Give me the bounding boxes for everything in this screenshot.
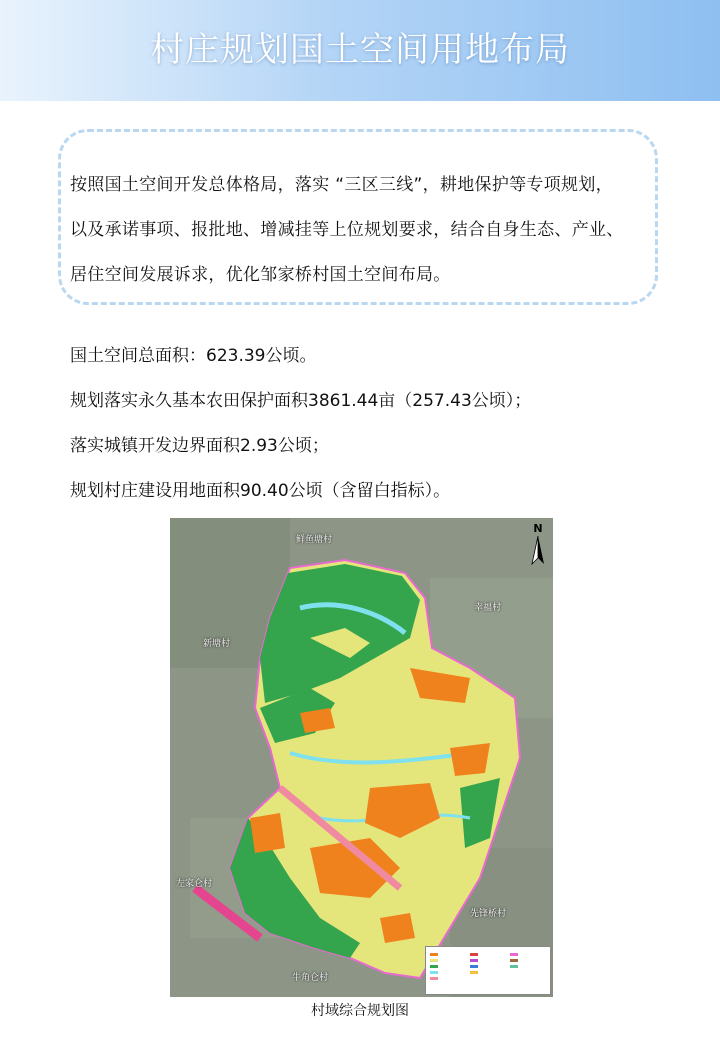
village-label-west: 新塘村 <box>203 639 231 649</box>
legend-swatches <box>426 947 550 994</box>
village-label-northeast: 幸福村 <box>474 603 502 613</box>
village-label-south: 牛角仑村 <box>292 973 329 983</box>
stats-list <box>70 334 700 514</box>
village-label-southwest: 左家仑村 <box>176 879 213 889</box>
page-title: 村庄规划国土空间用地布局 <box>150 30 570 70</box>
village-plan-map <box>170 518 553 997</box>
village-label-southeast: 先锋桥村 <box>470 909 507 919</box>
north-label: N <box>533 522 543 535</box>
map-graphic <box>170 518 553 997</box>
map-legend <box>425 946 551 995</box>
intro-line: 居住空间发展诉求，优化邹家桥村国土空间布局。 <box>70 265 451 285</box>
stat-farmland-area: 规划落实永久基本农田保护面积3861.44亩（257.43公顷）； <box>70 391 532 411</box>
north-arrow <box>528 522 548 566</box>
intro-line: 按照国土空间开发总体格局，落实 “三区三线”，耕地保护等专项规划， <box>70 175 613 195</box>
map-caption: 村域综合规划图 <box>311 1003 409 1019</box>
intro-text <box>70 163 670 298</box>
village-label-north: 鲜鱼塘村 <box>296 535 333 545</box>
intro-line: 以及承诺事项、报批地、增减挂等上位规划要求，结合自身生态、产业、 <box>70 220 624 240</box>
stat-total-area: 国土空间总面积：623.39公顷。 <box>70 346 317 366</box>
stat-construction-land: 规划村庄建设用地面积90.40公顷（含留白指标）。 <box>70 481 451 501</box>
stat-urban-boundary: 落实城镇开发边界面积2.93公顷； <box>70 436 329 456</box>
